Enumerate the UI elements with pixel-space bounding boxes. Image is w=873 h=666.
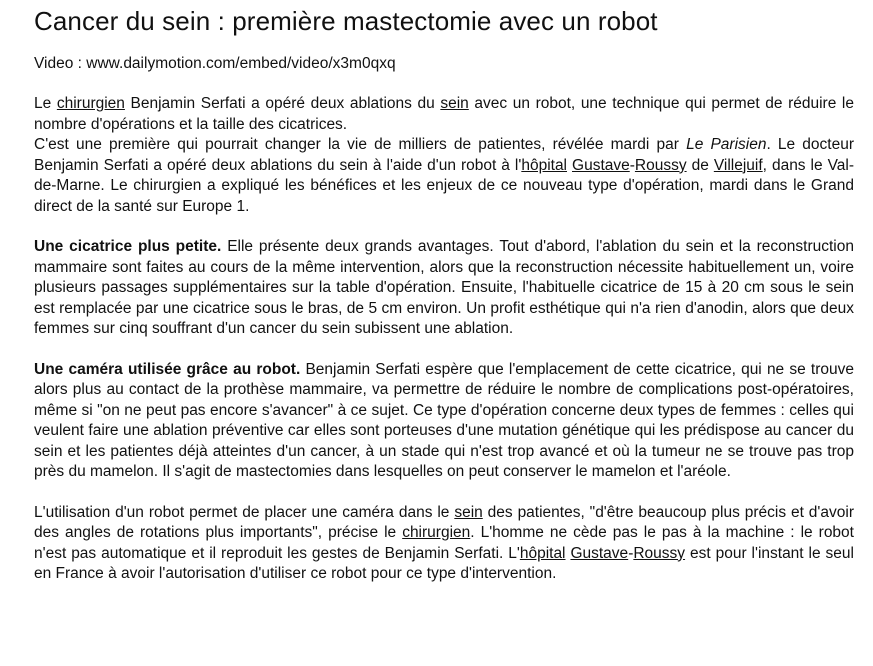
link-gustave[interactable]: Gustave	[570, 544, 629, 562]
link-sein[interactable]: sein	[440, 95, 469, 112]
article-title: Cancer du sein : première mastectomie avec un robot	[34, 6, 658, 36]
link-chirurgien[interactable]: chirurgien	[402, 524, 471, 541]
link-sein[interactable]: sein	[454, 503, 483, 521]
paragraph-text: des patientes, "d'être beaucoup plus précis et d'avoir des angles de rotations plus importants", précise le	[34, 503, 854, 541]
link-roussy[interactable]: Roussy	[634, 156, 687, 174]
paragraph-text: . L'homme ne cède pas le pas à la machine : le robot n'est pas automatique et il reproduit les gestes de Benjamin Serfati. L'	[34, 524, 854, 562]
paragraph-text: L'utilisation d'un robot permet de placer une caméra dans le	[34, 503, 455, 521]
article-paragraph-intro	[34, 94, 854, 135]
paragraph-text: est pour l'instant le seul en France à avoir l'autorisation d'utiliser ce robot pour ce type d'intervention.	[34, 544, 854, 582]
link-roussy[interactable]: Roussy	[633, 544, 686, 562]
paragraph-text: -	[628, 544, 634, 562]
paragraph-text: . Le docteur Benjamin Serfati a opéré deux ablations du sein à l'aide d'un robot à l'	[34, 136, 855, 174]
paragraph-text: -	[629, 156, 635, 174]
video-embed-line: Video : www.dailymotion.com/embed/video/x3m0qxq	[34, 55, 396, 72]
paragraph-text: Benjamin Serfati espère que l'emplacement de cette cicatrice, qui ne se trouve alors plus au contact de la prothèse mammaire, va permettre de réduire le nombre de complications post-opératoires, même si "on ne peut pas encore s'avancer" à ce sujet. Ce type d'opération concerne deux types de femmes : celles qui veulent faire une ablation préventive car elles sont porteuses d'une mutation génétique qui les prédispose au cancer du sein et les patientes déjà atteintes d'un cancer, à un stade qui n'est trop avancé et où la tumeur ne se trouve pas trop près du mamelon. Il s'agit de mastectomies dans lesquelles on peut conserver le mamelon et l'aréole.	[34, 360, 855, 480]
link-villejuif[interactable]: Villejuif	[713, 156, 763, 174]
article-paragraph-context	[34, 135, 854, 217]
paragraph-text: Elle présente deux grands avantages. Tout d'abord, l'ablation du sein et la reconstruction mammaire sont faites au cours de la même intervention, alors que la reconstruction nécessite habituellement un, voire plusieurs passages supplémentaires sur la table d'opération. Ensuite, l'habituelle cicatrice de 15 à 20 cm sous le sein est remplacée par une cicatrice sous le bras, de 5 cm environ. Un profit esthétique qui n'a rien d'anodin, alors que deux femmes sur cinq souffrant d'un cancer du sein subissent une ablation.	[34, 238, 854, 337]
article-paragraph-camera	[34, 360, 854, 483]
paragraph-text: C'est une première qui pourrait changer la vie de milliers de patientes, révélée mardi par	[34, 136, 687, 153]
link-h-pital[interactable]: hôpital	[519, 544, 566, 562]
link-h-pital[interactable]: hôpital	[521, 156, 568, 174]
paragraph-text: , dans le Val-de-Marne. Le chirurgien a expliqué les bénéfices et les enjeux de ce nouveau type d'opération, mardi dans le Grand direct de la santé sur Europe 1.	[34, 156, 855, 215]
source-name: Le Parisien	[686, 136, 767, 153]
paragraph-lead: Une cicatrice plus petite.	[34, 238, 222, 255]
article-paragraph-robot	[34, 503, 854, 585]
paragraph-lead: Une caméra utilisée grâce au robot.	[34, 360, 301, 378]
paragraph-text: Benjamin Serfati a opéré deux ablations du	[124, 95, 441, 112]
link-chirurgien[interactable]: chirurgien	[56, 95, 125, 112]
link-gustave[interactable]: Gustave	[572, 156, 630, 174]
paragraph-text: Le	[34, 95, 57, 112]
article-paragraph-scar	[34, 237, 854, 340]
paragraph-text: avec un robot, une technique qui permet de réduire le nombre d'opérations et la taille des cicatrices.	[34, 95, 855, 133]
paragraph-text: de	[686, 156, 714, 174]
